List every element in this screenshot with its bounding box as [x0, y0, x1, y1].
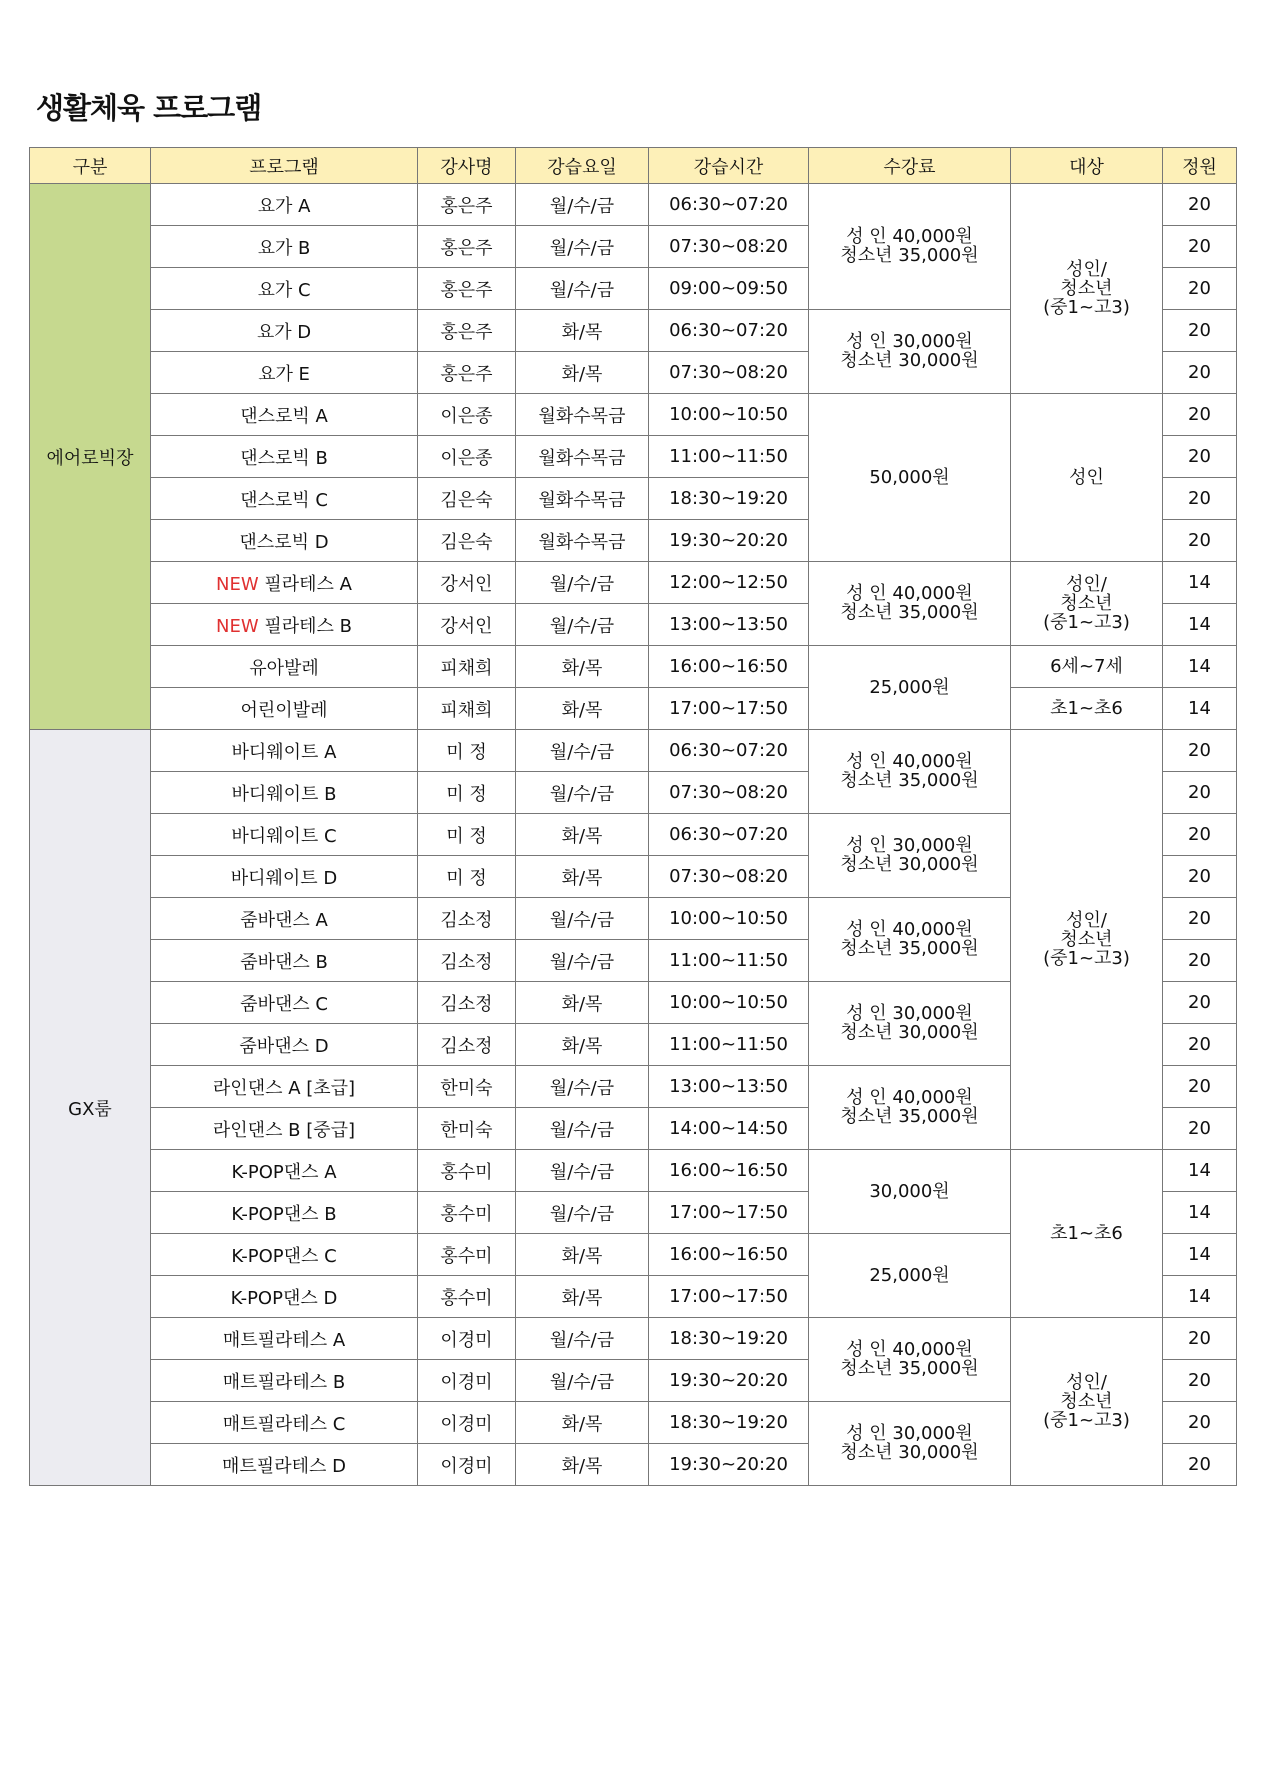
capacity-cell: 20	[1163, 898, 1237, 940]
table-body	[30, 184, 1237, 1486]
program-name: 요가 A	[257, 195, 311, 217]
program-name: 바디웨이트 C	[231, 825, 337, 847]
program-name: 매트필라테스 A	[222, 1329, 346, 1351]
fee-line: 성 인 40,000원	[846, 1339, 973, 1360]
time-cell: 07:30~08:20	[649, 772, 809, 814]
instructor-cell: 피채희	[418, 646, 516, 688]
program-cell	[151, 1192, 418, 1234]
target-text	[1050, 1224, 1123, 1243]
target-text	[1043, 911, 1130, 968]
instructor-cell: 홍은주	[418, 352, 516, 394]
time-cell: 13:00~13:50	[649, 604, 809, 646]
time-cell: 19:30~20:20	[649, 520, 809, 562]
days-cell: 화/목	[516, 1234, 649, 1276]
instructor-cell: 홍은주	[418, 310, 516, 352]
capacity-cell: 20	[1163, 1444, 1237, 1486]
capacity-cell: 20	[1163, 478, 1237, 520]
header-row	[30, 148, 1237, 184]
fee-cell	[809, 730, 1011, 814]
target-line: 청소년	[1060, 592, 1113, 614]
program-name: 라인댄스 B [중급]	[212, 1119, 356, 1141]
days-cell: 월/수/금	[516, 1150, 649, 1192]
instructor-cell: 이경미	[418, 1360, 516, 1402]
capacity-cell: 20	[1163, 772, 1237, 814]
capacity-cell: 14	[1163, 1150, 1237, 1192]
fee-line: 청소년 35,000원	[840, 1106, 979, 1127]
program-cell	[151, 394, 418, 436]
table-row	[30, 688, 1237, 730]
capacity-cell: 20	[1163, 1024, 1237, 1066]
instructor-cell: 김은숙	[418, 478, 516, 520]
instructor-cell: 홍은주	[418, 268, 516, 310]
capacity-cell: 20	[1163, 352, 1237, 394]
fee-line: 25,000원	[869, 1265, 950, 1286]
target-line: 성인/	[1066, 1371, 1107, 1393]
instructor-cell: 홍은주	[418, 226, 516, 268]
days-cell: 월/수/금	[516, 1318, 649, 1360]
capacity-cell: 14	[1163, 604, 1237, 646]
instructor-cell: 미 정	[418, 730, 516, 772]
fee-cell	[809, 394, 1011, 562]
days-cell: 월/수/금	[516, 940, 649, 982]
program-name: 요가 C	[257, 279, 311, 301]
target-line: 청소년	[1060, 1390, 1113, 1412]
program-name: 줌바댄스 B	[240, 951, 328, 973]
target-line: 성인/	[1066, 909, 1107, 931]
capacity-cell: 20	[1163, 520, 1237, 562]
target-line: (중1~고3)	[1043, 296, 1130, 318]
fee-line: 성 인 30,000원	[846, 331, 973, 352]
capacity-cell: 20	[1163, 226, 1237, 268]
days-cell: 월/수/금	[516, 268, 649, 310]
fee-line: 청소년 30,000원	[840, 854, 979, 875]
program-cell	[151, 1150, 418, 1192]
program-name: 요가 E	[258, 363, 310, 385]
capacity-cell: 14	[1163, 562, 1237, 604]
category-cell: GX룸	[30, 730, 151, 1486]
instructor-cell: 김소정	[418, 1024, 516, 1066]
fee-text	[840, 752, 978, 790]
days-cell: 화/목	[516, 688, 649, 730]
table-row	[30, 394, 1237, 436]
capacity-cell: 14	[1163, 1234, 1237, 1276]
header-fee: 수강료	[809, 148, 1011, 184]
time-cell: 12:00~12:50	[649, 562, 809, 604]
fee-cell	[809, 1150, 1011, 1234]
time-cell: 06:30~07:20	[649, 730, 809, 772]
fee-line: 청소년 35,000원	[840, 770, 979, 791]
instructor-cell: 한미숙	[418, 1108, 516, 1150]
new-badge: NEW	[216, 615, 259, 637]
target-text	[1043, 1373, 1130, 1430]
target-cell	[1011, 688, 1163, 730]
days-cell: 월/수/금	[516, 1360, 649, 1402]
program-cell	[151, 520, 418, 562]
capacity-cell: 14	[1163, 1276, 1237, 1318]
instructor-cell: 미 정	[418, 856, 516, 898]
days-cell: 화/목	[516, 1444, 649, 1486]
instructor-cell: 피채희	[418, 688, 516, 730]
capacity-cell: 20	[1163, 730, 1237, 772]
new-badge: NEW	[216, 573, 259, 595]
fee-line: 청소년 35,000원	[840, 245, 979, 266]
time-cell: 09:00~09:50	[649, 268, 809, 310]
program-name: 바디웨이트 D	[230, 867, 338, 889]
fee-text	[840, 836, 978, 874]
time-cell: 19:30~20:20	[649, 1360, 809, 1402]
time-cell: 11:00~11:50	[649, 1024, 809, 1066]
days-cell: 화/목	[516, 352, 649, 394]
fee-cell	[809, 1402, 1011, 1486]
target-text	[1043, 260, 1130, 317]
days-cell: 월/수/금	[516, 1192, 649, 1234]
target-text	[1050, 699, 1123, 718]
capacity-cell: 14	[1163, 688, 1237, 730]
capacity-cell: 20	[1163, 436, 1237, 478]
fee-text	[840, 1424, 978, 1462]
days-cell: 월/수/금	[516, 1108, 649, 1150]
program-name: 댄스로빅 C	[240, 489, 328, 511]
instructor-cell: 김은숙	[418, 520, 516, 562]
capacity-cell: 20	[1163, 814, 1237, 856]
table-row	[30, 646, 1237, 688]
capacity-cell: 20	[1163, 394, 1237, 436]
table-row	[30, 562, 1237, 604]
instructor-cell: 미 정	[418, 772, 516, 814]
program-cell	[151, 478, 418, 520]
days-cell: 월/수/금	[516, 772, 649, 814]
fee-cell	[809, 814, 1011, 898]
fee-line: 성 인 40,000원	[846, 583, 973, 604]
fee-line: 청소년 35,000원	[840, 938, 979, 959]
target-line: 성인/	[1066, 258, 1107, 280]
capacity-cell: 20	[1163, 856, 1237, 898]
category-cell: 에어로빅장	[30, 184, 151, 730]
target-cell	[1011, 1150, 1163, 1318]
program-name: 바디웨이트 A	[231, 741, 337, 763]
fee-line: 성 인 40,000원	[846, 1087, 973, 1108]
fee-line: 청소년 30,000원	[840, 1022, 979, 1043]
fee-text	[869, 1266, 949, 1285]
days-cell: 월화수목금	[516, 478, 649, 520]
fee-line: 성 인 40,000원	[846, 751, 973, 772]
days-cell: 화/목	[516, 814, 649, 856]
program-cell	[151, 184, 418, 226]
instructor-cell: 이은종	[418, 436, 516, 478]
header-target: 대상	[1011, 148, 1163, 184]
target-cell	[1011, 394, 1163, 562]
days-cell: 화/목	[516, 310, 649, 352]
target-text	[1043, 575, 1130, 632]
fee-text	[840, 920, 978, 958]
header-instructor: 강사명	[418, 148, 516, 184]
time-cell: 10:00~10:50	[649, 982, 809, 1024]
fee-cell	[809, 898, 1011, 982]
capacity-cell: 20	[1163, 268, 1237, 310]
time-cell: 13:00~13:50	[649, 1066, 809, 1108]
capacity-cell: 20	[1163, 982, 1237, 1024]
program-name: 어린이발레	[240, 699, 328, 721]
capacity-cell: 20	[1163, 310, 1237, 352]
time-cell: 17:00~17:50	[649, 1276, 809, 1318]
time-cell: 17:00~17:50	[649, 688, 809, 730]
program-cell	[151, 1276, 418, 1318]
program-cell	[151, 1402, 418, 1444]
days-cell: 화/목	[516, 1276, 649, 1318]
time-cell: 19:30~20:20	[649, 1444, 809, 1486]
instructor-cell: 김소정	[418, 898, 516, 940]
capacity-cell: 20	[1163, 1360, 1237, 1402]
table-row	[30, 1318, 1237, 1360]
time-cell: 18:30~19:20	[649, 478, 809, 520]
program-cell	[151, 1066, 418, 1108]
program-name: K-POP댄스 D	[230, 1287, 338, 1309]
target-line: 6세~7세	[1050, 656, 1123, 677]
fee-text	[840, 332, 978, 370]
program-name: 유아발레	[249, 657, 319, 679]
program-cell	[151, 352, 418, 394]
capacity-cell: 20	[1163, 1066, 1237, 1108]
instructor-cell: 강서인	[418, 604, 516, 646]
program-cell	[151, 814, 418, 856]
capacity-cell: 20	[1163, 940, 1237, 982]
time-cell: 16:00~16:50	[649, 646, 809, 688]
program-cell	[151, 730, 418, 772]
capacity-cell: 20	[1163, 184, 1237, 226]
program-cell	[151, 1234, 418, 1276]
target-line: 성인/	[1066, 573, 1107, 595]
fee-text	[840, 1004, 978, 1042]
program-name: 댄스로빅 D	[239, 531, 329, 553]
table-row	[30, 1150, 1237, 1192]
target-line: (중1~고3)	[1043, 1409, 1130, 1431]
time-cell: 18:30~19:20	[649, 1318, 809, 1360]
instructor-cell: 홍은주	[418, 184, 516, 226]
program-cell	[151, 982, 418, 1024]
target-line: 초1~초6	[1050, 698, 1123, 719]
program-cell	[151, 688, 418, 730]
time-cell: 07:30~08:20	[649, 856, 809, 898]
program-cell	[151, 856, 418, 898]
program-name: 댄스로빅 B	[240, 447, 328, 469]
days-cell: 화/목	[516, 646, 649, 688]
fee-line: 청소년 35,000원	[840, 602, 979, 623]
program-name: K-POP댄스 C	[231, 1245, 337, 1267]
time-cell: 14:00~14:50	[649, 1108, 809, 1150]
program-name: 줌바댄스 D	[239, 1035, 329, 1057]
instructor-cell: 이은종	[418, 394, 516, 436]
fee-text	[840, 1088, 978, 1126]
program-cell	[151, 436, 418, 478]
fee-cell	[809, 646, 1011, 730]
instructor-cell: 홍수미	[418, 1192, 516, 1234]
header-days: 강습요일	[516, 148, 649, 184]
program-name: 줌바댄스 A	[240, 909, 328, 931]
days-cell: 월/수/금	[516, 184, 649, 226]
fee-text	[869, 468, 949, 487]
fee-cell	[809, 1318, 1011, 1402]
fee-line: 청소년 35,000원	[840, 1358, 979, 1379]
instructor-cell: 강서인	[418, 562, 516, 604]
days-cell: 화/목	[516, 1402, 649, 1444]
days-cell: 화/목	[516, 1024, 649, 1066]
time-cell: 16:00~16:50	[649, 1234, 809, 1276]
target-cell	[1011, 562, 1163, 646]
target-cell	[1011, 184, 1163, 394]
fee-text	[869, 1182, 949, 1201]
days-cell: 월/수/금	[516, 226, 649, 268]
fee-cell	[809, 562, 1011, 646]
fee-line: 성 인 30,000원	[846, 835, 973, 856]
program-cell	[151, 898, 418, 940]
days-cell: 월/수/금	[516, 730, 649, 772]
time-cell: 06:30~07:20	[649, 814, 809, 856]
program-cell	[151, 562, 418, 604]
program-cell	[151, 268, 418, 310]
capacity-cell: 20	[1163, 1318, 1237, 1360]
target-cell	[1011, 1318, 1163, 1486]
instructor-cell: 이경미	[418, 1318, 516, 1360]
page-title: 생활체육 프로그램	[36, 91, 262, 125]
header-program: 프로그램	[151, 148, 418, 184]
program-name: 매트필라테스 B	[222, 1371, 346, 1393]
instructor-cell: 이경미	[418, 1402, 516, 1444]
program-name: 요가 B	[257, 237, 311, 259]
program-name: 요가 D	[256, 321, 312, 343]
program-cell	[151, 226, 418, 268]
fee-cell	[809, 310, 1011, 394]
capacity-cell: 14	[1163, 646, 1237, 688]
time-cell: 10:00~10:50	[649, 394, 809, 436]
instructor-cell: 홍수미	[418, 1150, 516, 1192]
capacity-cell: 14	[1163, 1192, 1237, 1234]
program-name: 필라테스 B	[264, 615, 352, 637]
program-name: K-POP댄스 A	[231, 1161, 337, 1183]
program-cell	[151, 1108, 418, 1150]
fee-cell	[809, 1066, 1011, 1150]
fee-line: 50,000원	[869, 467, 950, 488]
table-row	[30, 184, 1237, 226]
fee-text	[840, 1340, 978, 1378]
instructor-cell: 한미숙	[418, 1066, 516, 1108]
program-name: 매트필라테스 D	[222, 1455, 346, 1477]
fee-line: 25,000원	[869, 677, 950, 698]
program-name: K-POP댄스 B	[231, 1203, 337, 1225]
fee-cell	[809, 184, 1011, 310]
instructor-cell: 미 정	[418, 814, 516, 856]
time-cell: 07:30~08:20	[649, 226, 809, 268]
time-cell: 11:00~11:50	[649, 940, 809, 982]
time-cell: 07:30~08:20	[649, 352, 809, 394]
fee-cell	[809, 982, 1011, 1066]
time-cell: 17:00~17:50	[649, 1192, 809, 1234]
fee-line: 청소년 30,000원	[840, 1442, 979, 1463]
fee-text	[840, 584, 978, 622]
target-line: (중1~고3)	[1043, 947, 1130, 969]
time-cell: 06:30~07:20	[649, 310, 809, 352]
program-name: 라인댄스 A [초급]	[212, 1077, 356, 1099]
target-text	[1050, 657, 1123, 676]
table-row	[30, 730, 1237, 772]
header-time: 강습시간	[649, 148, 809, 184]
instructor-cell: 홍수미	[418, 1234, 516, 1276]
instructor-cell: 김소정	[418, 982, 516, 1024]
fee-line: 성 인 40,000원	[846, 919, 973, 940]
target-cell	[1011, 646, 1163, 688]
fee-line: 성 인 30,000원	[846, 1003, 973, 1024]
target-text	[1069, 468, 1104, 487]
capacity-cell: 20	[1163, 1108, 1237, 1150]
days-cell: 화/목	[516, 856, 649, 898]
target-cell	[1011, 730, 1163, 1150]
program-cell	[151, 646, 418, 688]
program-cell	[151, 1360, 418, 1402]
program-schedule-table	[29, 147, 1237, 1486]
program-cell	[151, 604, 418, 646]
program-name: 필라테스 A	[264, 573, 352, 595]
fee-line: 30,000원	[869, 1181, 950, 1202]
program-cell	[151, 1024, 418, 1066]
days-cell: 월/수/금	[516, 562, 649, 604]
header-capacity: 정원	[1163, 148, 1237, 184]
program-cell	[151, 310, 418, 352]
fee-line: 청소년 30,000원	[840, 350, 979, 371]
days-cell: 월/수/금	[516, 604, 649, 646]
time-cell: 10:00~10:50	[649, 898, 809, 940]
days-cell: 월화수목금	[516, 394, 649, 436]
fee-text	[840, 227, 978, 265]
target-line: 청소년	[1060, 277, 1113, 299]
days-cell: 월화수목금	[516, 520, 649, 562]
program-cell	[151, 772, 418, 814]
time-cell: 11:00~11:50	[649, 436, 809, 478]
header-category: 구분	[30, 148, 151, 184]
fee-cell	[809, 1234, 1011, 1318]
instructor-cell: 이경미	[418, 1444, 516, 1486]
days-cell: 화/목	[516, 982, 649, 1024]
fee-line: 성 인 30,000원	[846, 1423, 973, 1444]
days-cell: 월화수목금	[516, 436, 649, 478]
program-cell	[151, 940, 418, 982]
instructor-cell: 홍수미	[418, 1276, 516, 1318]
time-cell: 18:30~19:20	[649, 1402, 809, 1444]
program-name: 바디웨이트 B	[231, 783, 337, 805]
program-name: 댄스로빅 A	[240, 405, 328, 427]
days-cell: 월/수/금	[516, 898, 649, 940]
time-cell: 06:30~07:20	[649, 184, 809, 226]
target-line: 성인	[1069, 467, 1104, 488]
time-cell: 16:00~16:50	[649, 1150, 809, 1192]
fee-line: 성 인 40,000원	[846, 226, 973, 247]
target-line: 초1~초6	[1050, 1223, 1123, 1244]
fee-text	[869, 678, 949, 697]
program-cell	[151, 1318, 418, 1360]
program-cell	[151, 1444, 418, 1486]
days-cell: 월/수/금	[516, 1066, 649, 1108]
program-name: 줌바댄스 C	[240, 993, 328, 1015]
capacity-cell: 20	[1163, 1402, 1237, 1444]
target-line: (중1~고3)	[1043, 611, 1130, 633]
target-line: 청소년	[1060, 928, 1113, 950]
program-name: 매트필라테스 C	[222, 1413, 346, 1435]
instructor-cell: 김소정	[418, 940, 516, 982]
